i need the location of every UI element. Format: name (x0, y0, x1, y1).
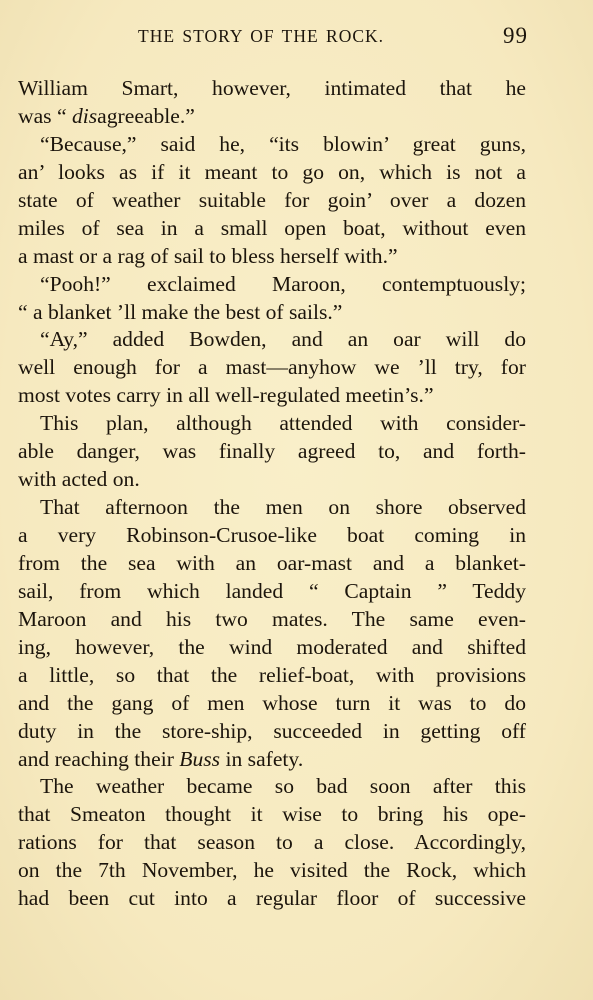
text-line: Maroon and his two mates. The same even- (18, 606, 526, 631)
text-line: William Smart, however, intimated that he (18, 76, 526, 100)
text-line: that Smeaton thought it wise to bring his ope- (18, 802, 526, 827)
text-line: rations for that season to a close. Accordingly, (18, 830, 526, 855)
text-line: able danger, was finally agreed to, and forth- (18, 439, 526, 464)
page-number: 99 (503, 23, 528, 48)
text-line: sail, from which landed “ Captain ” Teddy (18, 578, 526, 603)
text-line: a little, so that the relief-boat, with provisions (18, 662, 526, 687)
text-line: had been cut into a regular floor of successive (18, 886, 526, 911)
text-line: was “ disagreeable.” (18, 103, 195, 128)
text-line: The weather became so bad soon after this (40, 774, 526, 799)
text-line: and the gang of men whose turn it was to do (18, 690, 526, 715)
text-line: That afternoon the men on shore observed (40, 495, 526, 520)
text-line: duty in the store-ship, succeeded in getting off (18, 718, 526, 743)
text-line: “Ay,” added Bowden, and an oar will do (40, 327, 526, 352)
running-title: THE STORY OF THE ROCK. (138, 26, 385, 46)
text-line: a mast or a rag of sail to bless herself with.” (18, 243, 398, 268)
text-line: This plan, although attended with consider- (40, 411, 526, 436)
text-line: “Because,” said he, “its blowin’ great guns, (40, 131, 526, 156)
text-line: most votes carry in all well-regulated meetin’s.” (18, 383, 434, 408)
text-line: ing, however, the wind moderated and shifted (18, 634, 526, 659)
text-line: on the 7th November, he visited the Rock, which (18, 858, 526, 883)
text-line: “ a blanket ’ll make the best of sails.” (18, 299, 343, 324)
body-text (18, 75, 526, 913)
text-line: an’ looks as if it meant to go on, which is not a (18, 159, 526, 184)
text-line: from the sea with an oar-mast and a blanket- (18, 550, 526, 575)
text-line: “Pooh!” exclaimed Maroon, contemptuously; (40, 271, 526, 296)
text-line: miles of sea in a small open boat, without even (18, 215, 526, 240)
text-line: with acted on. (18, 467, 140, 492)
text-line: well enough for a mast—anyhow we ’ll try, for (18, 355, 526, 380)
text-line: a very Robinson-Crusoe-like boat coming in (18, 523, 526, 547)
text-line: state of weather suitable for goin’ over a dozen (18, 187, 526, 212)
running-header (18, 23, 528, 50)
text-line: and reaching their Buss in safety. (18, 746, 304, 771)
